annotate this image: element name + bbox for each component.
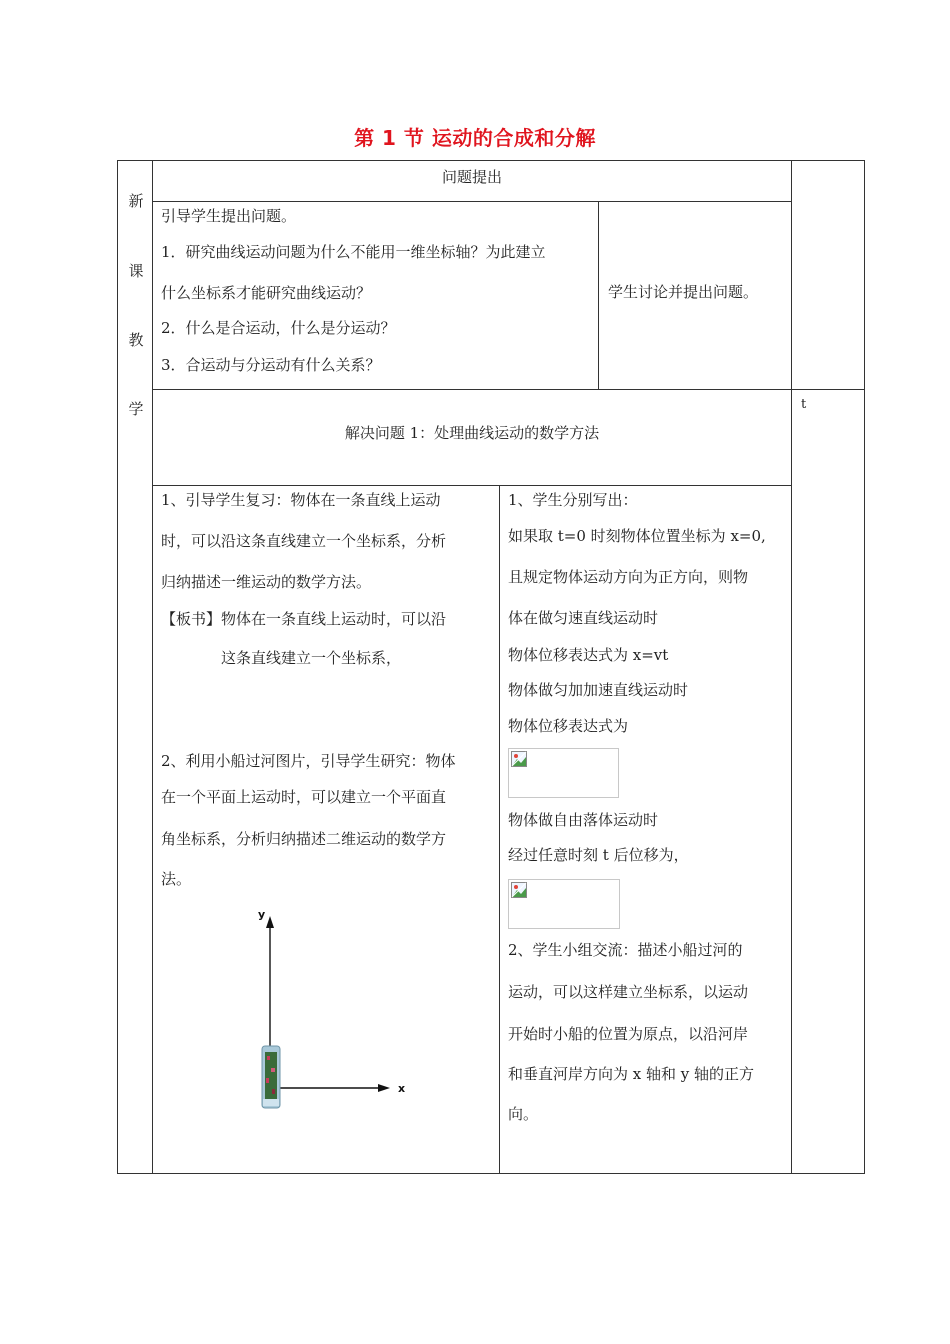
student-discussion-text: 学生讨论并提出问题。 [608, 283, 759, 301]
formula-image-placeholder [508, 748, 619, 798]
y-axis-arrow [266, 916, 274, 928]
broken-image-icon [511, 882, 527, 898]
teacher-guide-line: 2、利用小船过河图片，引导学生研究：物体 [161, 752, 456, 770]
student-answer-line: 物体位移表达式为 [508, 717, 629, 735]
boat-coordinate-diagram [252, 906, 422, 1116]
student-answer-line: 物体做匀加加速直线运动时 [508, 681, 689, 699]
side-label-char-4: 学 [128, 400, 144, 418]
teacher-guide-line: 1、引导学生复习：物体在一条直线上运动 [161, 491, 441, 509]
student-answer-line: 如果取 t=0 时刻物体位置坐标为 x=0, [508, 527, 766, 545]
student-answer-line: 1、学生分别写出： [508, 491, 638, 509]
side-label-char-2: 课 [128, 262, 144, 280]
section-header-problem-1: 解决问题 1：处理曲线运动的数学方法 [344, 424, 600, 442]
teacher-guide-line: 法。 [161, 870, 192, 888]
teacher-guide-line: 时，可以沿这条直线建立一个坐标系，分析 [161, 532, 447, 550]
broken-image-icon [511, 751, 527, 767]
student-answer-line: 体在做匀速直线运动时 [508, 609, 659, 627]
student-answer-line: 经过任意时刻 t 后位移为， [508, 846, 689, 864]
student-answer-line: 向。 [508, 1105, 539, 1123]
teacher-text-line: 2．什么是合运动，什么是分运动？ [161, 319, 396, 337]
student-answer-line: 2、学生小组交流：描述小船过河的 [508, 941, 743, 959]
student-answer-line: 物体位移表达式为 x=vt [508, 646, 669, 664]
student-answer-line: 运动，可以这样建立坐标系，以运动 [508, 983, 749, 1001]
student-answer-line: 和垂直河岸方向为 x 轴和 y 轴的正方 [508, 1065, 755, 1083]
section-header-questions: 问题提出 [441, 168, 502, 186]
teacher-text-line: 引导学生提出问题。 [161, 207, 297, 225]
teacher-guide-line: 角坐标系，分析归纳描述二维运动的数学方 [161, 830, 447, 848]
side-label-char-1: 新 [128, 192, 144, 210]
student-answer-line: 且规定物体运动方向为正方向，则物 [508, 568, 749, 586]
right-column-note: t [801, 397, 807, 412]
teacher-text-line: 1．研究曲线运动问题为什么不能用一维坐标轴？为此建立 [161, 243, 546, 261]
teacher-guide-line: 归纳描述一维运动的数学方法。 [161, 573, 372, 591]
board-note-line: 这条直线建立一个坐标系， [221, 649, 402, 667]
x-axis-arrow [378, 1084, 390, 1092]
board-note-line: 【板书】物体在一条直线上运动时，可以沿 [161, 610, 447, 628]
formula-image-placeholder [508, 879, 620, 929]
y-axis-label: y [258, 908, 266, 921]
page-title: 第 1 节 运动的合成和分解 [354, 126, 596, 150]
side-label-char-3: 教 [128, 331, 144, 349]
x-axis-label: x [398, 1082, 406, 1095]
teacher-guide-line: 在一个平面上运动时，可以建立一个平面直 [161, 788, 447, 806]
teacher-text-line: 什么坐标系才能研究曲线运动？ [161, 284, 372, 302]
teacher-text-line: 3．合运动与分运动有什么关系？ [161, 356, 381, 374]
student-answer-line: 开始时小船的位置为原点，以沿河岸 [508, 1025, 749, 1043]
student-answer-line: 物体做自由落体运动时 [508, 811, 659, 829]
boat-icon [262, 1046, 280, 1108]
